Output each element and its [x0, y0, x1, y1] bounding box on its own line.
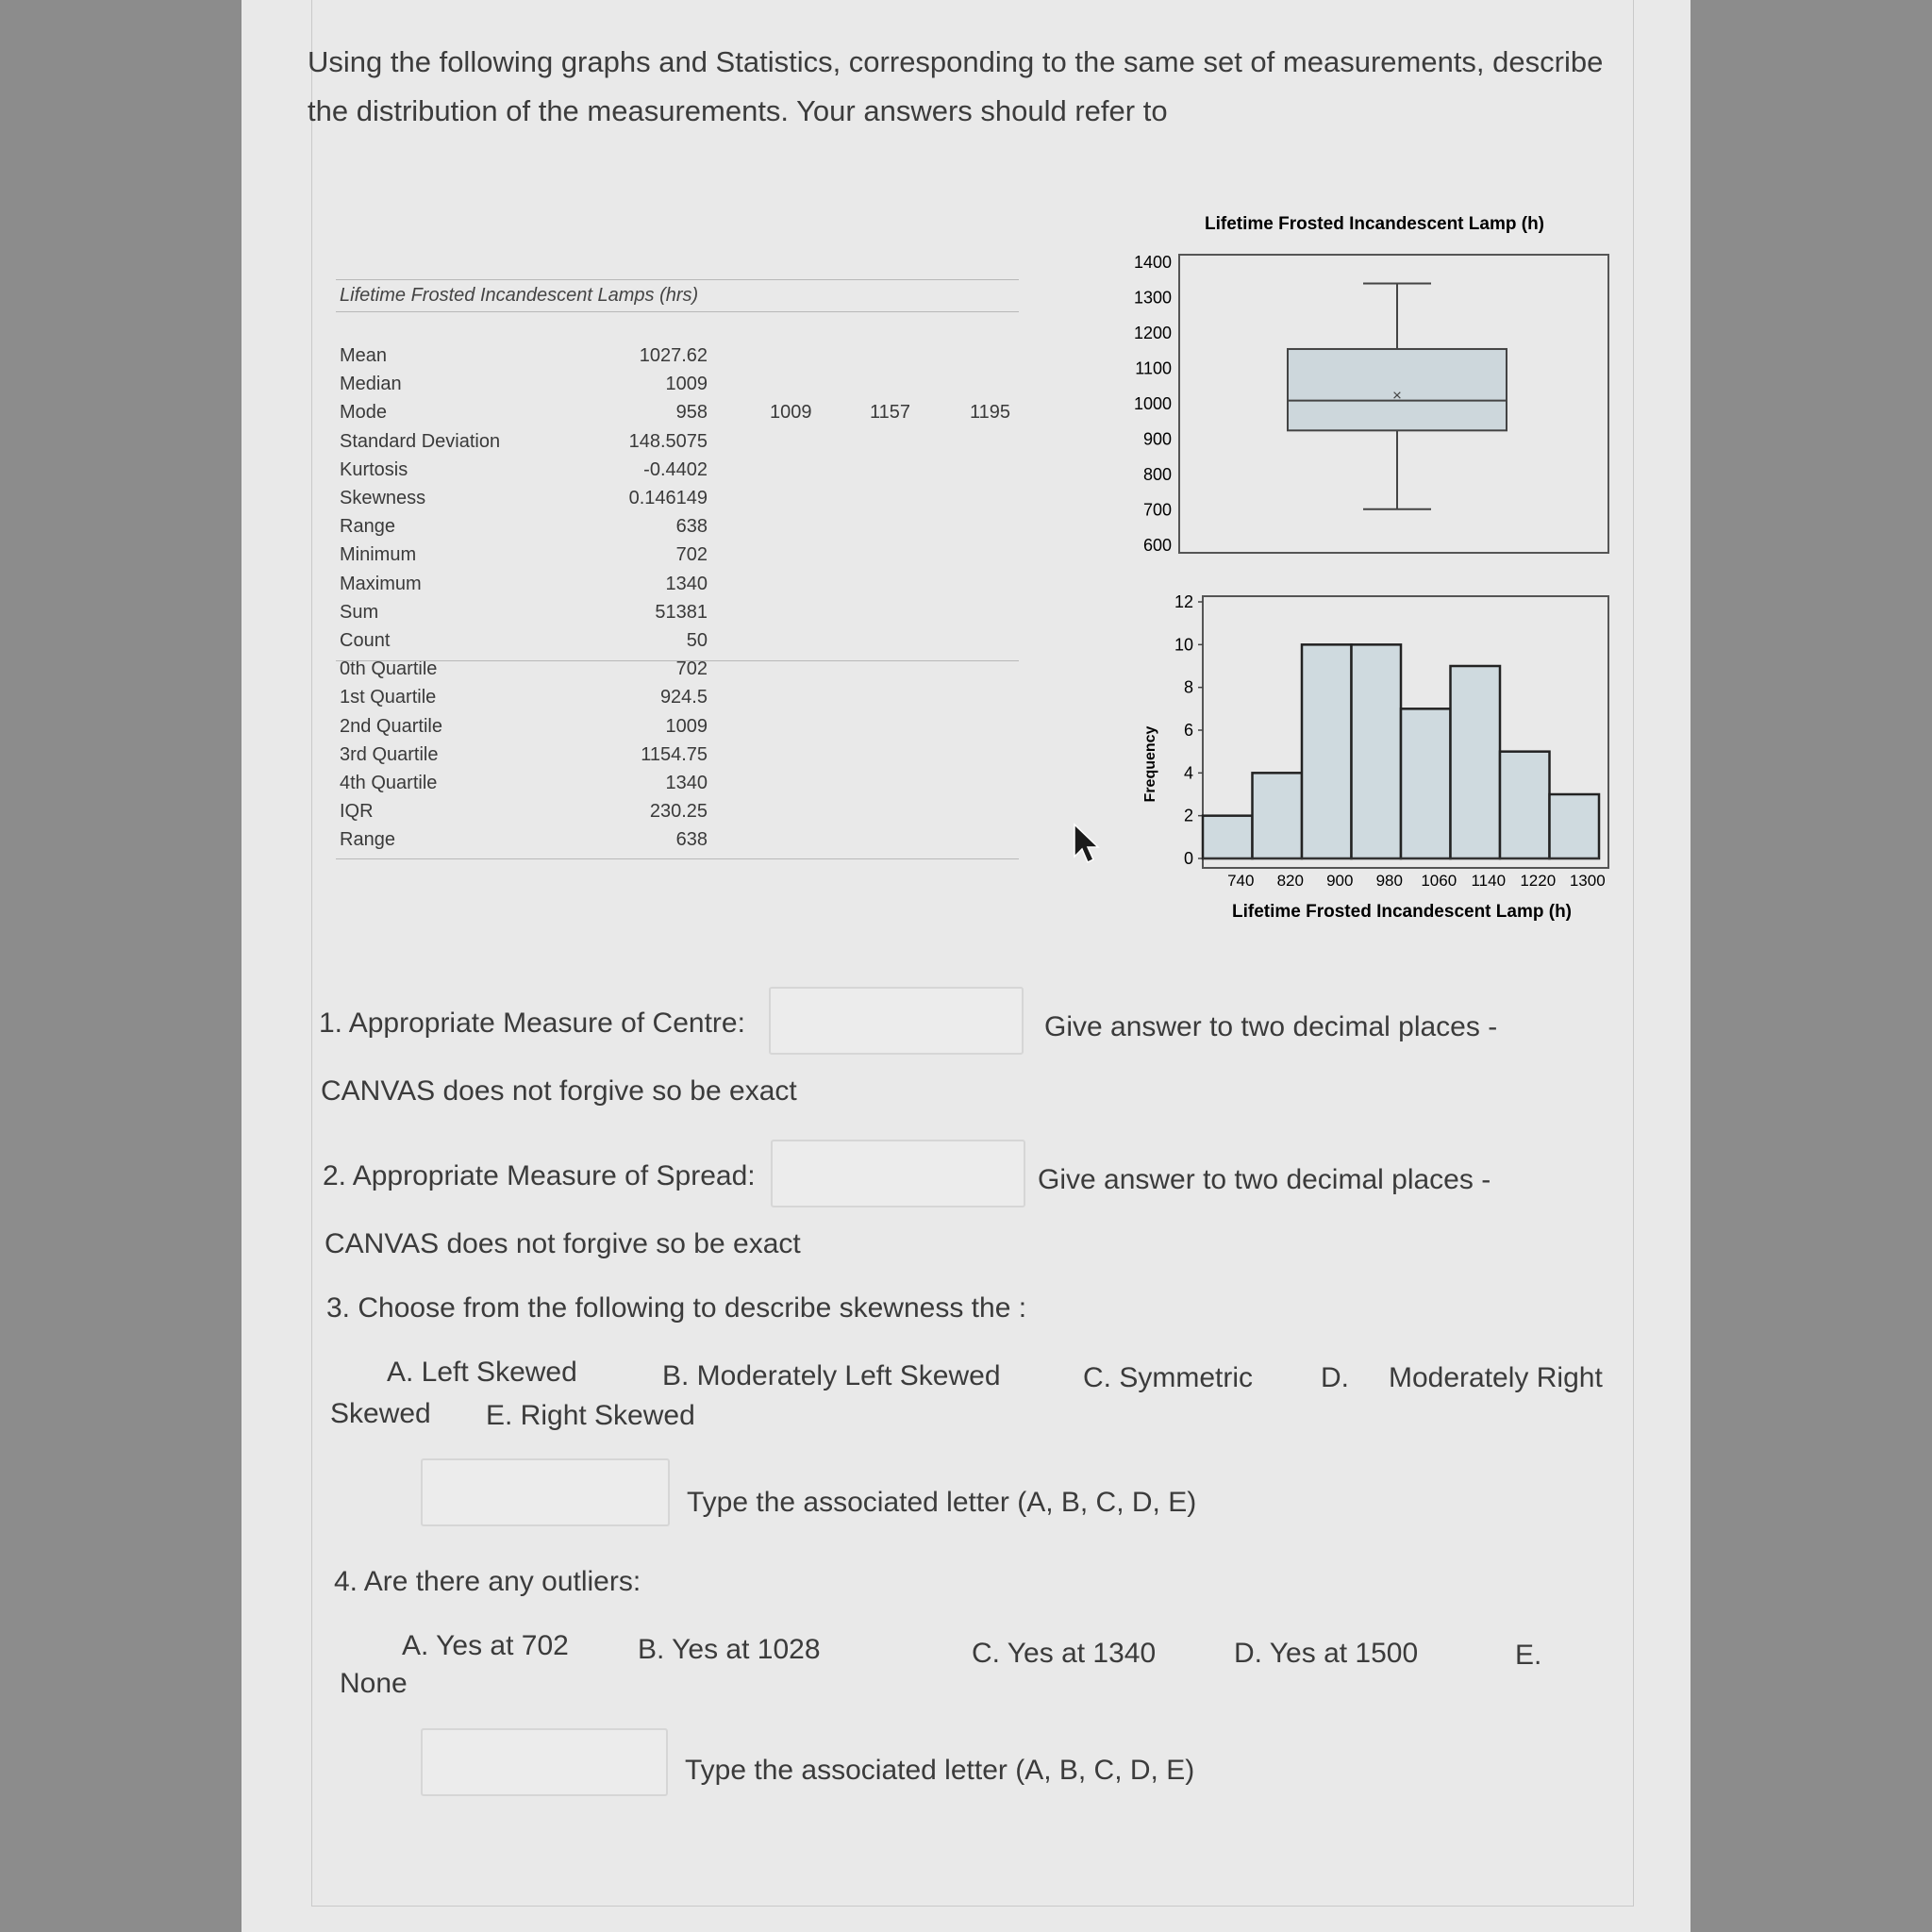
stat-row: [340, 744, 1019, 773]
q1-note2: CANVAS does not forgive so be exact: [321, 1075, 797, 1107]
box-plot-elements: [1288, 284, 1507, 509]
stat-extra-value: 1195: [970, 402, 1011, 424]
stat-row: [340, 716, 1019, 744]
stat-row: [340, 630, 1019, 658]
stat-label: Median: [340, 374, 402, 395]
stat-label: 4th Quartile: [340, 773, 438, 793]
table-top-rule: [336, 279, 1019, 280]
q3-option-c: C. Symmetric: [1083, 1362, 1253, 1393]
stat-row: [340, 516, 1019, 544]
q2-note2: CANVAS does not forgive so be exact: [325, 1228, 801, 1259]
hist-y-tick-label: 8: [1183, 677, 1193, 697]
table-mid-rule: [336, 660, 1019, 661]
stat-row: [340, 602, 1019, 630]
stat-value: 51381: [655, 601, 708, 623]
q4-option-d: D. Yes at 1500: [1234, 1638, 1419, 1669]
q2-label: 2. Appropriate Measure of Spread:: [323, 1160, 756, 1191]
stat-label: Mode: [340, 402, 388, 424]
hist-x-tick-label: 980: [1375, 872, 1403, 890]
table-header-rule: [336, 311, 1019, 312]
stat-label: 0th Quartile: [340, 658, 438, 680]
box-y-tick-label: 1000: [1133, 394, 1172, 413]
stat-row: [340, 658, 1019, 687]
stat-value: 0.146149: [628, 488, 708, 508]
stat-value: 638: [675, 516, 708, 538]
histogram-bar: [1451, 666, 1501, 858]
mean-marker: ×: [1392, 386, 1402, 405]
stat-label: IQR: [340, 801, 374, 823]
hist-y-tick-label: 4: [1183, 763, 1193, 783]
histogram-x-axis: [1227, 872, 1606, 890]
stat-label: Skewness: [340, 488, 426, 508]
histogram-bar: [1302, 644, 1352, 858]
stat-row: [340, 801, 1019, 829]
q3-instruction: Type the associated letter (A, B, C, D, E): [687, 1487, 1197, 1518]
stat-extra-value: 1009: [770, 402, 812, 424]
stat-label: 1st Quartile: [340, 687, 437, 708]
stat-row: [340, 402, 1019, 430]
q1-note: Give answer to two decimal places -: [1044, 1011, 1498, 1042]
question-intro: Using the following graphs and Statistics, corresponding to the same set of measurements, describe the distribution of the measurements. Your answers should refer to: [308, 45, 1604, 127]
stat-row: [340, 345, 1019, 374]
stat-label: 2nd Quartile: [340, 715, 442, 737]
table-bottom-rule: [336, 858, 1019, 859]
histogram-x-label: Lifetime Frosted Incandescent Lamp (h): [1232, 902, 1572, 922]
stat-label: Range: [340, 829, 395, 851]
q3-option-b: B. Moderately Left Skewed: [662, 1360, 1001, 1391]
box-y-tick-label: 800: [1142, 465, 1172, 484]
histogram-y-label: Frequency: [1142, 725, 1158, 803]
q3-answer-input[interactable]: [421, 1458, 670, 1526]
stat-label: Maximum: [340, 573, 422, 594]
stat-value: 1027.62: [639, 345, 708, 366]
q4-instruction: Type the associated letter (A, B, C, D, E): [685, 1755, 1195, 1786]
box-y-tick-label: 1100: [1135, 358, 1172, 378]
stat-value: 958: [675, 402, 708, 424]
box-y-tick-label: 1400: [1133, 253, 1172, 272]
histogram-bar: [1203, 816, 1253, 858]
box-y-tick-label: 700: [1142, 500, 1172, 520]
histogram-bar: [1253, 773, 1303, 858]
histogram-y-axis: [1174, 592, 1203, 868]
histogram-bar: [1500, 752, 1550, 858]
hist-y-tick-label: 0: [1183, 849, 1193, 868]
stat-value: -0.4402: [643, 458, 708, 480]
box-y-tick-label: 1200: [1133, 324, 1172, 342]
hist-x-tick-label: 740: [1227, 872, 1255, 890]
hist-x-tick-label: 900: [1326, 872, 1354, 890]
stat-value: 1154.75: [641, 743, 708, 765]
stat-value: 148.5075: [628, 430, 708, 452]
stat-value: 50: [686, 630, 708, 651]
q3-option-d-continued: Skewed: [330, 1398, 431, 1429]
statistics-table: [336, 279, 1019, 860]
q3-label: 3. Choose from the following to describe skewness the :: [326, 1292, 1027, 1324]
stat-value: 702: [675, 544, 708, 566]
box-plot: [1123, 208, 1632, 566]
stat-row: [340, 773, 1019, 801]
hist-x-tick-label: 820: [1276, 872, 1304, 890]
q4-option-e-text: None: [340, 1668, 408, 1699]
hist-y-tick-label: 10: [1174, 635, 1193, 655]
stat-value: 924.5: [659, 687, 708, 708]
q3-option-d-text: Moderately Right: [1389, 1362, 1603, 1393]
histogram-bars: [1203, 644, 1599, 858]
stat-value: 1340: [665, 773, 708, 793]
stat-label: Minimum: [340, 544, 417, 566]
q4-option-b: B. Yes at 1028: [638, 1634, 821, 1665]
stat-label: Sum: [340, 601, 379, 623]
hist-y-tick-label: 12: [1174, 592, 1193, 611]
hist-y-tick-label: 6: [1183, 721, 1193, 740]
stat-label: Mean: [340, 345, 388, 366]
box-plot-y-axis: [1134, 253, 1172, 555]
stat-label: Kurtosis: [340, 458, 408, 480]
stat-value: 1340: [665, 573, 708, 594]
stat-value: 230.25: [649, 801, 708, 823]
stat-row: [340, 687, 1019, 715]
q1-label: 1. Appropriate Measure of Centre:: [319, 1008, 745, 1039]
q4-option-c: C. Yes at 1340: [972, 1638, 1157, 1669]
q1-answer-input[interactable]: [769, 987, 1024, 1055]
q3-option-d-letter: D.: [1321, 1362, 1349, 1393]
q4-option-e-letter: E.: [1515, 1640, 1542, 1671]
stat-row: [340, 829, 1019, 858]
stat-label: Range: [340, 516, 395, 538]
histogram-bar: [1352, 644, 1402, 858]
hist-x-tick-label: 1220: [1520, 872, 1557, 890]
stat-row: [340, 544, 1019, 573]
box-y-tick-label: 600: [1142, 536, 1172, 555]
q4-option-a: A. Yes at 702: [402, 1630, 569, 1661]
stat-row: [340, 459, 1019, 488]
stat-value: 1009: [665, 715, 708, 737]
stat-value: 1009: [665, 374, 708, 395]
stat-row: [340, 488, 1019, 516]
histogram: [1123, 575, 1632, 934]
box-plot-title: Lifetime Frosted Incandescent Lamp (h): [1205, 214, 1544, 234]
stat-row: [340, 374, 1019, 402]
q3-option-e: E. Right Skewed: [486, 1400, 695, 1431]
stat-value: 638: [675, 829, 708, 851]
mouse-cursor-icon: [1072, 823, 1104, 866]
statistics-title: Lifetime Frosted Incandescent Lamps (hrs): [340, 285, 699, 306]
box-y-tick-label: 900: [1142, 429, 1172, 449]
q2-answer-input[interactable]: [771, 1140, 1025, 1208]
stat-extra-value: 1157: [870, 402, 911, 424]
stat-label: Count: [340, 630, 391, 651]
stat-label: 3rd Quartile: [340, 743, 439, 765]
stat-value: 702: [675, 658, 708, 680]
histogram-bar: [1550, 794, 1600, 858]
histogram-bar: [1401, 708, 1451, 858]
q2-note: Give answer to two decimal places -: [1038, 1164, 1491, 1195]
hist-x-tick-label: 1300: [1569, 872, 1606, 890]
q3-option-a: A. Left Skewed: [387, 1357, 577, 1388]
hist-y-tick-label: 2: [1183, 806, 1193, 825]
stat-row: [340, 431, 1019, 459]
q4-label: 4. Are there any outliers:: [334, 1566, 641, 1597]
stat-label: Standard Deviation: [340, 430, 501, 452]
hist-x-tick-label: 1140: [1471, 872, 1507, 890]
q4-answer-input[interactable]: [421, 1728, 668, 1796]
box-y-tick-label: 1300: [1133, 288, 1172, 308]
hist-x-tick-label: 1060: [1421, 872, 1457, 890]
stat-row: [340, 574, 1019, 602]
